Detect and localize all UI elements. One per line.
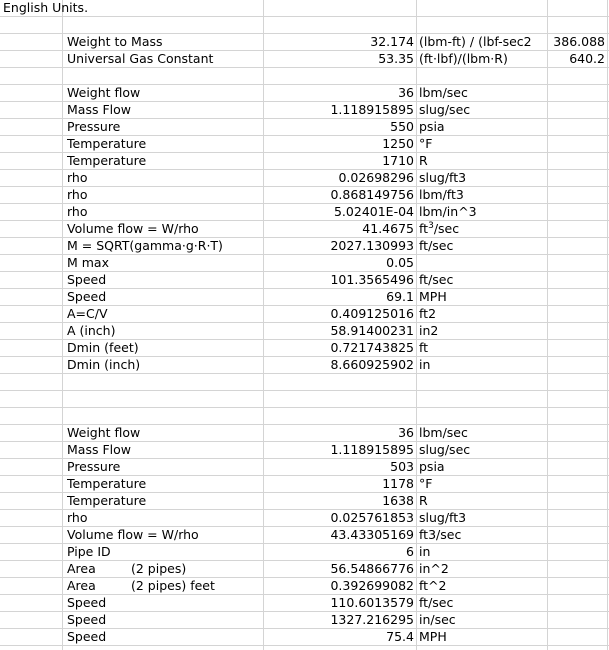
row-unit[interactable]: [419, 510, 547, 526]
row-value[interactable]: 1178: [382, 476, 414, 491]
row-label[interactable]: rho: [67, 170, 88, 185]
unit-text: ft3/sec: [419, 527, 462, 542]
row-label[interactable]: Weight flow: [67, 85, 141, 100]
row-unit[interactable]: [419, 629, 547, 645]
row-label[interactable]: Speed: [67, 272, 107, 287]
row-unit[interactable]: [419, 340, 547, 356]
data-row[interactable]: [0, 527, 609, 544]
unit-text: in/sec: [419, 612, 456, 627]
row-value[interactable]: 1.118915895: [330, 442, 414, 457]
row-value[interactable]: 1638: [382, 493, 414, 508]
row-label[interactable]: Weight flow: [67, 425, 141, 440]
unit-text: ft/sec: [419, 238, 454, 253]
row-label[interactable]: Pressure: [67, 119, 121, 134]
data-row[interactable]: [0, 85, 609, 102]
data-row[interactable]: [0, 340, 609, 357]
data-row[interactable]: [0, 561, 609, 578]
unit-text: psia: [419, 119, 445, 134]
row-label[interactable]: Speed: [67, 629, 107, 644]
row-unit[interactable]: [419, 238, 547, 254]
data-row[interactable]: [0, 323, 609, 340]
row-value[interactable]: 0.868149756: [330, 187, 414, 202]
row-label[interactable]: A (inch): [67, 323, 116, 338]
unit-text: R: [419, 153, 428, 168]
unit-text: in2: [419, 323, 439, 338]
row-label[interactable]: Speed: [67, 595, 107, 610]
row-sublabel[interactable]: (2 pipes) feet: [131, 578, 215, 593]
constant-unit[interactable]: (ft·lbf)/(lbm·R): [419, 51, 508, 66]
unit-text: ft/sec: [419, 272, 454, 287]
constant-row[interactable]: [0, 34, 609, 51]
row-unit[interactable]: [419, 272, 547, 288]
row-unit[interactable]: [419, 425, 547, 441]
data-row[interactable]: [0, 306, 609, 323]
data-row[interactable]: [0, 221, 609, 238]
row-unit[interactable]: [419, 119, 547, 135]
row-label[interactable]: Area: [67, 561, 96, 576]
row-unit[interactable]: [419, 289, 547, 305]
row-value[interactable]: 8.660925902: [330, 357, 414, 372]
row-unit[interactable]: [419, 612, 547, 628]
data-row[interactable]: [0, 578, 609, 595]
data-row[interactable]: [0, 272, 609, 289]
row-label[interactable]: Pipe ID: [67, 544, 111, 559]
data-row[interactable]: [0, 204, 609, 221]
row-label[interactable]: Pressure: [67, 459, 121, 474]
unit-suffix: /sec: [433, 221, 460, 236]
data-row[interactable]: [0, 425, 609, 442]
data-row[interactable]: [0, 476, 609, 493]
row-value[interactable]: 0.721743825: [330, 340, 414, 355]
row-label[interactable]: Temperature: [67, 153, 147, 168]
row-sublabel[interactable]: (2 pipes): [131, 561, 187, 576]
row-unit[interactable]: [419, 187, 547, 203]
row-value[interactable]: 0.02698296: [338, 170, 414, 185]
row-value[interactable]: 43.43305169: [330, 527, 414, 542]
constant-extra[interactable]: 640.2: [569, 51, 605, 66]
row-label[interactable]: Temperature: [67, 493, 147, 508]
row-value[interactable]: 0.409125016: [330, 306, 414, 321]
data-row[interactable]: [0, 102, 609, 119]
unit-text: slug/sec: [419, 442, 471, 457]
constant-value[interactable]: 53.35: [378, 51, 414, 66]
unit-superscript: 3: [428, 221, 434, 231]
unit-text: MPH: [419, 289, 447, 304]
title-row[interactable]: [0, 0, 609, 17]
row-unit[interactable]: [419, 221, 547, 237]
row-unit[interactable]: [419, 578, 547, 594]
constant-value[interactable]: 32.174: [370, 34, 414, 49]
row-unit[interactable]: [419, 357, 547, 373]
row-unit[interactable]: [419, 544, 547, 560]
unit-text: °F: [419, 136, 433, 151]
row-value[interactable]: 75.4: [386, 629, 414, 644]
unit-text: slug/sec: [419, 102, 471, 117]
row-label[interactable]: Mass Flow: [67, 442, 131, 457]
constant-label[interactable]: Universal Gas Constant: [67, 51, 214, 66]
row-label[interactable]: rho: [67, 510, 88, 525]
row-unit[interactable]: [419, 255, 547, 271]
unit-text: lbm/sec: [419, 425, 468, 440]
row-unit[interactable]: [419, 153, 547, 169]
row-label[interactable]: A=C/V: [67, 306, 108, 321]
data-row[interactable]: [0, 459, 609, 476]
row-unit[interactable]: [419, 102, 547, 118]
row-value[interactable]: 101.3565496: [330, 272, 414, 287]
row-unit[interactable]: [419, 170, 547, 186]
row-label[interactable]: M = SQRT(gamma·g·R·T): [67, 238, 223, 253]
unit-text: ft/sec: [419, 595, 454, 610]
row-value[interactable]: 1250: [382, 136, 414, 151]
row-value[interactable]: 550: [390, 119, 414, 134]
row-label[interactable]: M max: [67, 255, 109, 270]
row-value[interactable]: 5.02401E-04: [333, 204, 414, 219]
row-value[interactable]: 503: [390, 459, 414, 474]
row-unit[interactable]: [419, 459, 547, 475]
row-unit[interactable]: [419, 306, 547, 322]
row-label[interactable]: Volume flow = W/rho: [67, 527, 199, 542]
row-value[interactable]: 1710: [382, 153, 414, 168]
row-value[interactable]: 0.025761853: [330, 510, 414, 525]
row-unit[interactable]: [419, 442, 547, 458]
unit-text: psia: [419, 459, 445, 474]
empty-row[interactable]: [0, 408, 609, 425]
unit-text: ft2: [419, 306, 437, 321]
empty-row[interactable]: [0, 374, 609, 391]
constant-row[interactable]: [0, 51, 609, 68]
constant-extra[interactable]: 386.088: [553, 34, 605, 49]
row-unit[interactable]: [419, 476, 547, 492]
row-label[interactable]: Temperature: [67, 476, 147, 491]
constant-unit[interactable]: (lbm-ft) / (lbf-sec2: [419, 34, 532, 49]
row-value[interactable]: 41.4675: [362, 221, 414, 236]
row-label[interactable]: Volume flow = W/rho: [67, 221, 199, 236]
row-label[interactable]: Area: [67, 578, 96, 593]
row-label[interactable]: rho: [67, 204, 88, 219]
data-row[interactable]: [0, 187, 609, 204]
row-value[interactable]: 2027.130993: [330, 238, 414, 253]
data-row[interactable]: [0, 119, 609, 136]
row-unit[interactable]: [419, 527, 547, 543]
data-row[interactable]: [0, 612, 609, 629]
row-value[interactable]: 1327.216295: [330, 612, 414, 627]
row-unit[interactable]: [419, 493, 547, 509]
row-label[interactable]: Temperature: [67, 136, 147, 151]
data-row[interactable]: [0, 493, 609, 510]
data-row[interactable]: [0, 255, 609, 272]
row-label[interactable]: Dmin (inch): [67, 357, 141, 372]
unit-text: ft^2: [419, 578, 447, 593]
row-value[interactable]: 0.05: [386, 255, 414, 270]
unit-text: in: [419, 357, 431, 372]
unit-text: lbm/ft3: [419, 187, 464, 202]
empty-row[interactable]: [0, 68, 609, 85]
row-label[interactable]: Speed: [67, 289, 107, 304]
unit-text: ft: [419, 340, 429, 355]
data-row[interactable]: [0, 238, 609, 255]
row-value[interactable]: 69.1: [386, 289, 414, 304]
row-unit[interactable]: [419, 323, 547, 339]
row-value[interactable]: 36: [398, 425, 414, 440]
data-row[interactable]: [0, 442, 609, 459]
row-value[interactable]: 6: [406, 544, 414, 559]
row-label[interactable]: Dmin (feet): [67, 340, 139, 355]
row-unit[interactable]: [419, 85, 547, 101]
unit-text: ft: [419, 221, 429, 236]
unit-text: slug/ft3: [419, 170, 467, 185]
data-row[interactable]: [0, 170, 609, 187]
row-label[interactable]: rho: [67, 187, 88, 202]
unit-text: MPH: [419, 629, 447, 644]
data-row[interactable]: [0, 357, 609, 374]
row-unit[interactable]: [419, 561, 547, 577]
unit-text: lbm/in^3: [419, 204, 477, 219]
row-value[interactable]: 56.54866776: [330, 561, 414, 576]
unit-text: slug/ft3: [419, 510, 467, 525]
row-value[interactable]: 58.91400231: [330, 323, 414, 338]
unit-text: R: [419, 493, 428, 508]
data-row[interactable]: [0, 136, 609, 153]
data-row[interactable]: [0, 153, 609, 170]
row-label[interactable]: Speed: [67, 612, 107, 627]
data-row[interactable]: [0, 289, 609, 306]
data-row[interactable]: [0, 595, 609, 612]
row-value[interactable]: 1.118915895: [330, 102, 414, 117]
row-value[interactable]: 110.6013579: [330, 595, 414, 610]
data-row[interactable]: [0, 629, 609, 646]
row-value[interactable]: 36: [398, 85, 414, 100]
row-unit[interactable]: [419, 204, 547, 220]
empty-row[interactable]: [0, 17, 609, 34]
row-unit[interactable]: [419, 136, 547, 152]
constant-label[interactable]: Weight to Mass: [67, 34, 163, 49]
unit-text: in: [419, 544, 431, 559]
unit-text: °F: [419, 476, 433, 491]
data-row[interactable]: [0, 510, 609, 527]
unit-text: in^2: [419, 561, 449, 576]
sheet-title[interactable]: English Units.: [3, 0, 89, 15]
empty-row[interactable]: [0, 391, 609, 408]
unit-text: lbm/sec: [419, 85, 468, 100]
data-row[interactable]: [0, 544, 609, 561]
row-unit[interactable]: [419, 595, 547, 611]
row-label[interactable]: Mass Flow: [67, 102, 131, 117]
row-value[interactable]: 0.392699082: [330, 578, 414, 593]
